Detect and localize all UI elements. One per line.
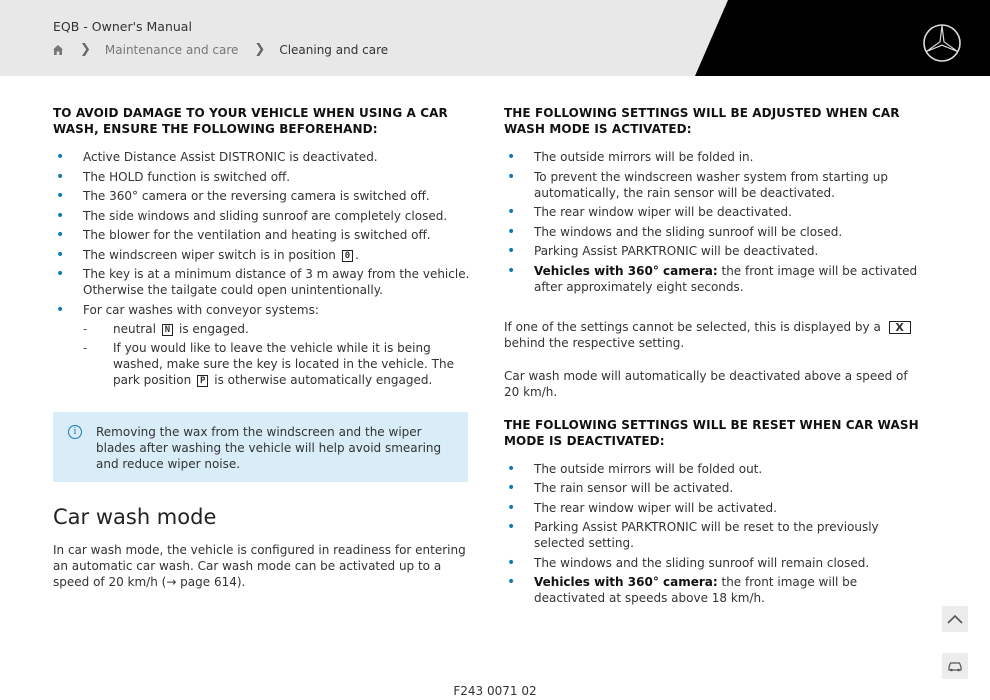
- sub-text: If you would like to leave the vehicle while it is being washed, make sure the key is located in the vehicle. The park position: [113, 341, 454, 387]
- right-column: [504, 105, 924, 610]
- list-item: • The outside mirrors will be folded in.: [504, 149, 924, 165]
- chevron-up-icon: [947, 614, 963, 624]
- neutral-symbol: N: [162, 324, 173, 336]
- list-item: • The key is at a minimum distance of 3 m away from the vehicle. Otherwise the tailgate could open unintentionally.: [53, 266, 473, 298]
- section-title: Car wash mode: [53, 505, 217, 529]
- list-item: • The HOLD function is switched off.: [53, 169, 473, 185]
- sub-item: [83, 340, 473, 388]
- conveyor-sublist: [83, 321, 473, 389]
- list-item: • Parking Assist PARKTRONIC will be reset to the previously selected setting.: [504, 519, 924, 551]
- list-item: • The rear window wiper will be deactivated.: [504, 204, 924, 220]
- sub-item: [83, 321, 473, 337]
- breadcrumb-maintenance[interactable]: Maintenance and care: [104, 42, 239, 57]
- unavailable-note: [504, 319, 924, 351]
- vehicle-view-button[interactable]: [942, 653, 968, 679]
- list-item: • The windows and the sliding sunroof will be closed.: [504, 224, 924, 240]
- info-text: Removing the wax from the windscreen and the wiper blades after washing the vehicle will help avoid smearing and reduce wiper noise.: [96, 425, 442, 471]
- mercedes-star-logo[interactable]: [922, 23, 962, 63]
- list-text: the front image will be deactivated at speeds above 18 km/h.: [534, 575, 858, 605]
- conveyor-text: For car washes with conveyor systems:: [83, 302, 319, 317]
- wiper-text: The windscreen wiper switch is in position: [83, 247, 336, 262]
- list-item: • The windows and the sliding sunroof will remain closed.: [504, 555, 924, 571]
- reset-settings-heading: THE FOLLOWING SETTINGS WILL BE RESET WHEN CAR WASH MODE IS DEACTIVATED:: [504, 417, 919, 448]
- activated-settings-heading: THE FOLLOWING SETTINGS WILL BE ADJUSTED WHEN CAR WASH MODE IS ACTIVATED:: [504, 106, 900, 136]
- park-symbol: P: [197, 375, 208, 387]
- chevron-right-icon: ❯: [254, 42, 266, 57]
- sub-text: is otherwise automatically engaged.: [214, 373, 433, 387]
- list-item: • The outside mirrors will be folded out.: [504, 461, 924, 477]
- figure-code: F243 0071 02: [453, 684, 537, 698]
- unavailable-x-symbol: X: [889, 321, 911, 334]
- breadcrumb-cleaning[interactable]: Cleaning and care: [279, 42, 389, 57]
- list-item: • Active Distance Assist DISTRONIC is deactivated.: [53, 149, 473, 165]
- wiper-end: .: [355, 247, 359, 262]
- car-wash-intro: [53, 542, 468, 590]
- list-item: • The 360° camera or the reversing camera is switched off.: [53, 188, 473, 204]
- sub-text: neutral: [113, 321, 156, 336]
- precaution-list: [53, 149, 473, 388]
- list-text: the front image will be activated after approximately eight seconds.: [534, 263, 918, 294]
- list-item: [53, 302, 473, 389]
- list-item: [53, 247, 473, 263]
- left-column: [53, 105, 473, 392]
- bold-label: Vehicles with 360° camera:: [534, 263, 718, 278]
- list-item: • The blower for the ventilation and heating is switched off.: [53, 227, 473, 243]
- list-item: [504, 574, 924, 606]
- note-text: behind the respective setting.: [504, 335, 685, 350]
- info-box: [53, 412, 468, 482]
- list-item: • The rain sensor will be activated.: [504, 480, 924, 496]
- list-item: • To prevent the windscreen washer system from starting up automatically, the rain sensor will be deactivated.: [504, 169, 924, 201]
- reset-settings-list: [504, 461, 924, 607]
- wiper-position-symbol: 0: [342, 250, 353, 262]
- header: [0, 0, 990, 76]
- list-item: [504, 263, 924, 295]
- chevron-right-icon: ❯: [80, 42, 91, 57]
- list-item: • The side windows and sliding sunroof are completely closed.: [53, 208, 473, 224]
- home-icon[interactable]: [52, 44, 64, 56]
- info-icon: i: [68, 425, 82, 439]
- auto-deactivate-note: Car wash mode will automatically be deactivated above a speed of 20 km/h.: [504, 368, 908, 399]
- list-item: • The rear window wiper will be activated.: [504, 500, 924, 516]
- intro-text: In car wash mode, the vehicle is configured in readiness for entering an automatic car wash. Car wash mode can be activated up to a speed of 20 km/h (→ page 614).: [53, 543, 466, 589]
- manual-title: EQB - Owner's Manual: [53, 19, 192, 34]
- car-wash-precautions-heading: TO AVOID DAMAGE TO YOUR VEHICLE WHEN USING A CAR WASH, ENSURE THE FOLLOWING BEFOREHAND:: [53, 106, 448, 136]
- scroll-top-button[interactable]: [942, 606, 968, 632]
- bold-label: Vehicles with 360° camera:: [534, 575, 718, 589]
- activated-settings-list: [504, 149, 924, 295]
- note-text: If one of the settings cannot be selected, this is displayed by a: [504, 319, 881, 334]
- list-item: • Parking Assist PARKTRONIC will be deactivated.: [504, 243, 924, 259]
- car-icon: [947, 660, 963, 672]
- breadcrumb: [52, 42, 388, 57]
- sub-text: is engaged.: [179, 321, 249, 336]
